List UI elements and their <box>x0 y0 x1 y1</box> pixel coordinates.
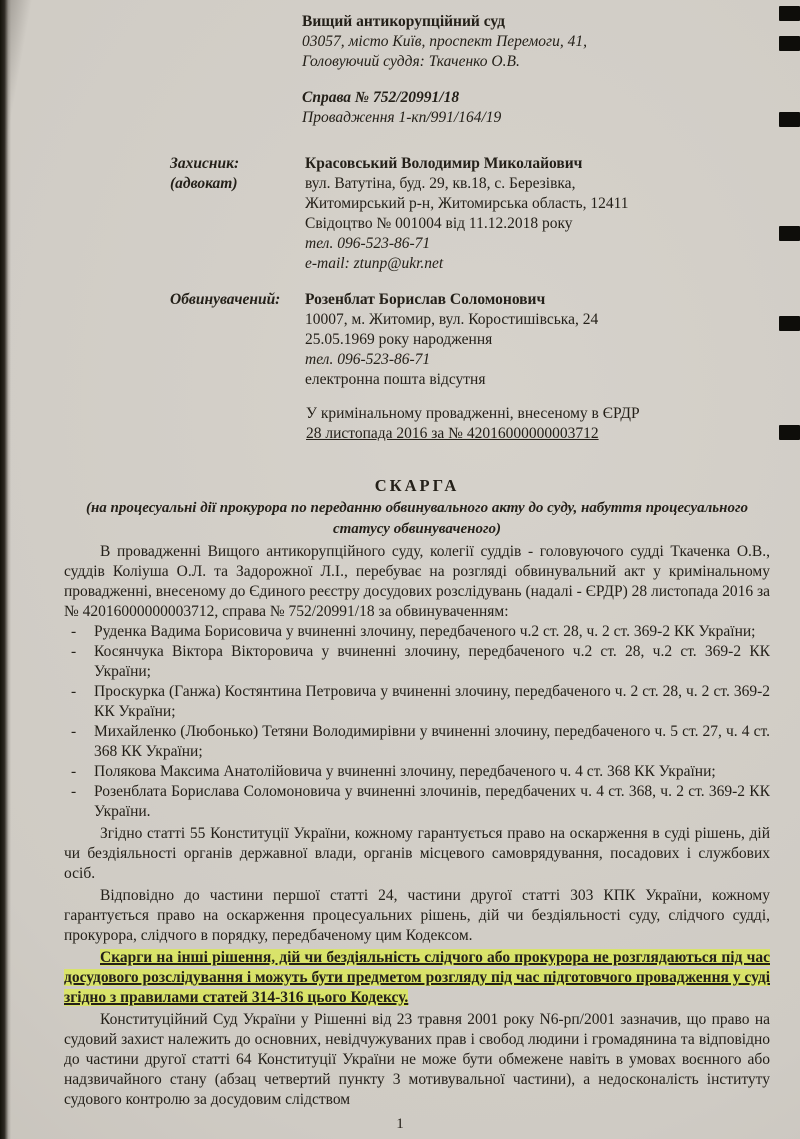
list-dash: - <box>71 623 77 640</box>
list-dash: - <box>71 783 77 800</box>
defender-role: Захисник: <box>170 155 240 172</box>
accusations-list <box>64 622 770 822</box>
scan-mark <box>779 226 800 241</box>
accused-section <box>64 290 770 390</box>
complaint-title: СКАРГА <box>374 476 460 495</box>
erdr-line-1: У кримінальному провадженні, внесеному в ЄРДР <box>306 405 640 422</box>
scan-edge-left <box>0 0 11 1139</box>
proceeding-number: Провадження 1-кп/991/164/19 <box>302 109 502 126</box>
paragraph-constitution: Згідно статті 55 Конституції України, кожному гарантується право на оскарження в суді рішень, дій чи бездіяльності органів державної влади, органів місцевого самоврядування, посадових і службових осіб. <box>64 825 770 882</box>
accusation-text: Полякова Максима Анатолійовича у вчиненні злочину, передбаченого ч. 4 ст. 368 КК України; <box>94 763 716 780</box>
accused-birthdate: 25.05.1969 року народження <box>305 331 493 348</box>
list-dash: - <box>71 763 77 780</box>
court-address: 03057, місто Київ, проспект Перемоги, 41, <box>302 33 587 50</box>
list-item <box>64 782 770 822</box>
accused-address: 10007, м. Житомир, вул. Коростишівська, 24 <box>305 311 599 328</box>
list-item <box>64 642 770 682</box>
court-header <box>302 12 770 72</box>
list-dash: - <box>71 683 77 700</box>
accused-email-status: електронна пошта відсутня <box>305 371 486 388</box>
defender-name: Красовський Володимир Миколайович <box>305 155 583 172</box>
accused-name: Розенблат Борислав Соломонович <box>305 291 546 308</box>
case-number: Справа № 752/20991/18 <box>302 89 460 106</box>
defender-role-note: (адвокат) <box>170 175 238 192</box>
defender-details <box>305 154 770 274</box>
accusation-text: Михайленко (Любонько) Тетяни Володимирівни у вчиненні злочину, передбаченого ч. 5 ст. 27, ч. 4 ст. 368 КК України; <box>94 723 770 760</box>
accused-details <box>305 290 770 390</box>
erdr-line-2: 28 листопада 2016 за № 42016000000003712 <box>306 425 599 442</box>
defender-section <box>64 154 770 274</box>
paragraph-constitutional-court: Конституційний Суд України у Рішенні від 23 травня 2001 року N6-рп/2001 зазначив, що право на судовий захист належить до основних, невідчужуваних прав і свобод людини і громадянина та відповідно до частини другої статті 64 Конституції України не може бути обмежене навіть в умовах воєнного або надзвичайного стану (абзац четвертий пункту 3 мотивувальної частини), а недосконалість інституту судового контролю за досудовим слідством <box>64 1011 770 1108</box>
scan-mark <box>779 425 800 440</box>
scan-mark <box>779 36 800 51</box>
intro-paragraph: В провадженні Вищого антикорупційного суду, колегії суддів - головуючого судді Ткаченка О.В., суддів Коліуша О.Л. та Задорожної Л.І., перебуває на розгляді обвинувальний акт у кримінальному провадженні, внесеному до Єдиного реєстру досудових розслідувань (надалі - ЄРДР) 28 листопада 2016 за № 42016000000003712, справа № 752/20991/18 за обвинуваченням: <box>64 543 770 620</box>
defender-address-2: Житомирський р-н, Житомирська область, 12411 <box>305 195 629 212</box>
list-item <box>64 722 770 762</box>
accusation-text: Проскурка (Ганжа) Костянтина Петровича у вчиненні злочину, передбаченого ч. 2 ст. 28, ч. 2 ст. 369-2 КК України; <box>94 683 770 720</box>
accused-label <box>170 290 305 390</box>
page-number: 1 <box>396 1116 404 1132</box>
paragraph-highlighted <box>64 948 770 1008</box>
paragraph-kpk: Відповідно до частини першої статті 24, частини другої статті 303 КПК України, кожному гарантується право на оскарження процесуальних рішень, дій чи бездіяльності суду, слідчого судді, прокурора, слідчого в порядку, передбаченому цим Кодексом. <box>64 887 770 944</box>
scan-mark <box>779 112 800 127</box>
scan-mark <box>779 316 800 331</box>
presiding-judge: Головуючий суддя: Ткаченко О.В. <box>302 53 520 70</box>
defender-address-1: вул. Ватутіна, буд. 29, кв.18, с. Березівка, <box>305 175 576 192</box>
scan-mark <box>779 6 800 21</box>
defender-email: e-mail: ztunp@ukr.net <box>305 255 444 272</box>
accused-role: Обвинувачений: <box>170 291 281 308</box>
list-item <box>64 682 770 722</box>
list-item <box>64 622 770 642</box>
list-dash: - <box>71 643 77 660</box>
accusation-text: Руденка Вадима Борисовича у вчиненні злочину, передбаченого ч.2 ст. 28, ч. 2 ст. 369-2 КК України; <box>94 623 756 640</box>
court-name: Вищий антикорупційний суд <box>302 13 506 30</box>
complaint-subtitle: (на процесуальні дії прокурора по переданню обвинувального акту до суду, набуття процесуального статусу обвинуваченого) <box>85 500 749 537</box>
accused-phone: тел. 096-523-86-71 <box>305 351 431 368</box>
erdr-reference <box>306 404 770 444</box>
list-dash: - <box>71 723 77 740</box>
accusation-text: Косянчука Віктора Вікторовича у вчиненні злочину, передбаченого ч.2 ст. 28, ч.2 ст. 369-2 КК України; <box>94 643 770 680</box>
accusation-text: Розенблата Борислава Соломоновича у вчиненні злочинів, передбачених ч. 4 ст. 368, ч. 2 ст. 369-2 КК України. <box>94 783 770 820</box>
defender-certificate: Свідоцтво № 001004 від 11.12.2018 року <box>305 215 573 232</box>
defender-phone: тел. 096-523-86-71 <box>305 235 431 252</box>
list-item <box>64 762 770 782</box>
highlighted-text: Скарги на інші рішення, дій чи бездіяльність слідчого або прокурора не розглядаються під час досудового розслідування і можуть бути предметом розгляду під час підготовчого провадження у суді згідно з правилами статей 314-316 цього Кодексу. <box>64 949 770 1006</box>
case-block <box>302 88 770 128</box>
defender-label <box>170 154 305 274</box>
